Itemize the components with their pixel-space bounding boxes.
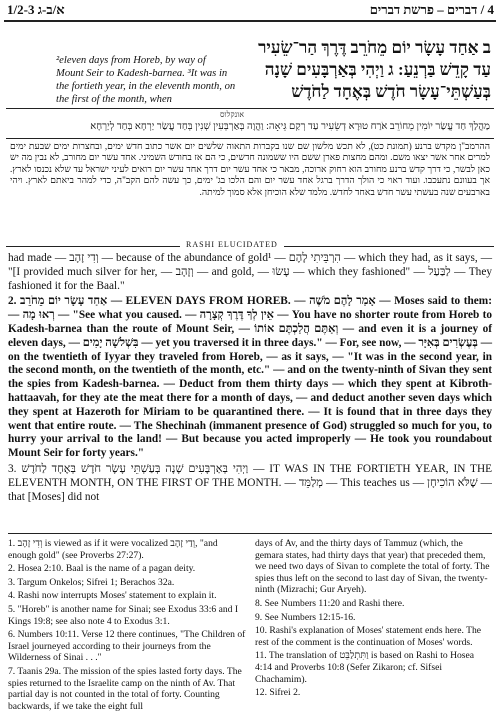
footnote: 11. The translation of וַתִּתְלַבֵּט is based on Rashi to Hosea 4:14 and Proverbs 10:8 (Sefer Zikaron; cf. Sifsei Chachamim). [255, 650, 475, 685]
footnote: 4. Rashi now interrupts Moses' statement to explain it. [8, 590, 217, 602]
divider [6, 138, 494, 139]
running-head-right: 4 / דברים – פרשת דברים [369, 2, 494, 17]
footnotes-left-column [8, 538, 246, 714]
rashi-elucidated [8, 252, 492, 504]
footnote: 3. Targum Onkelos; Sifrei 1; Berachos 32a. [8, 576, 175, 588]
hebrew-verse-line: בְּעַשְׁתֵּי־עָשָׂר חֹדֶשׁ בְּאֶחָד לַחֹדֶשׁ [291, 82, 491, 101]
hebrew-verse-line: עַד קָדֵשׁ בַּרְנֵעַ: ג וַיְהִי בְּאַרְבָּעִים שָׁנָה [264, 60, 491, 79]
onkelos-text: מַהֲלַךְ חַד עֲשַׂר יוֹמִין מֵחוֹרֵב אֹרַח טוּרָא דְשֵׂעִיר עַד רְקַם גֵּיאָה: וַהֲוָה בְּאַרְבְּעִין שְׁנִין בְּחַד עֲשַׂר יַרְחָא בְּחַד לְיַרְחָא [90, 121, 490, 132]
rashi-paragraph: 3. וַיְהִי בְּאַרְבָּעִים שָׁנָה בְּעַשְׁתֵּי עָשָׂר חֹדֶשׁ בְּאֶחָד לַחֹדֶשׁ — IT WAS IN THE FORTIETH YEAR, IN THE ELEVENTH MONTH, ON THE FIRST OF THE MONTH. — מְלַמֵּד — This teaches us — שֶׁלֹּא הוֹכִיחָן — that [Moses] did not [8, 462, 493, 503]
hebrew-verse-block [246, 37, 491, 103]
footnote: 7. Taanis 29a. The mission of the spies lasted forty days. The spies returned to the Israelite camp on the ninth of Av. That partial day is not counted in the total of forty. Counting backwards, if we take the eight full [8, 665, 242, 712]
footnote: 1. וְדִי זָהָב is viewed as if it were vocalized וְדַי זָהָב, "and enough gold" (see Proverbs 27:27). [8, 538, 218, 561]
running-head-left: א/ב-ג 1/2-3 [7, 2, 65, 17]
footnotes-right-column [255, 538, 493, 701]
footnote: 9. See Numbers 12:15-16. [255, 611, 356, 623]
footnote: 5. "Horeb" is another name for Sinai; see Exodus 33:6 and I Kings 19:8; see also note 4 to Exodus 3:1. [8, 603, 239, 627]
onkelos-label: אונקלוס [220, 110, 245, 119]
rashi-heading: RASHI ELUCIDATED [180, 240, 284, 249]
footnote: 6. Numbers 10:11. Verse 12 there continues, "The Children of Israel journeyed according to their journeys from the Wilderness of Sinai . . ." [8, 629, 246, 664]
footnote-rule [8, 533, 492, 534]
rashi-paragraph: 2. אַחַד עָשָׂר יוֹם מֵחֹרֵב — ELEVEN DAYS FROM HOREB. — אָמַר לָהֶם מֹשֶׁה — Moses said to them: — רְאוּ מָה — "See what you caused. — אֵין לְךָ דֶּרֶךְ קְצָרָה — You have no shorter route from Horeb to Kadesh-barnea than the route of Mount Seir, — וְאַתֶּם הֲלַכְתֶּם אוֹתוֹ — and even it is a journey of eleven days, — בִּשְׁלֹשָׁה יָמִים — yet you traversed it in three days." — For, see now, — בְּעֶשְׂרִים בְּאִיָּר — on the twentieth of Iyyar they traveled from Horeb, — as it says, — "It was in the second year, in the second month, on the twentieth of the month, etc." — and on the twenty-ninth of Sivan they sent the spies from Kadesh-barnea. — Deduct from them thirty days — which they spent at Kibroth-hattaavah, for they ate the meat there for a month of days, — and deduct another seven days which they spent at Hazeroth for Miriam to be quarantined there. — It is found that in three days they went that entire route. — The Shechinah (immanent presence of God) struggled so much for you, to hurry your arrival to the land! — But because you acted improperly — He took you roundabout Mount Seir for forty years." [8, 295, 493, 460]
page-header [0, 0, 500, 22]
footnote: 10. Rashi's explanation of Moses' statement ends here. The rest of the comment is the continuation of Moses' words. [255, 625, 482, 648]
hebrew-commentary: ההרמב"ן מקדש ברנע (תמונת כט), לא תכש מלשון שם שנו בקברות התאוה שלשים יום אשר כתוב חדש ימים, ובחצרות ימים שבעת ימים למרים אחר אשר יצאו משם. ומהם מחצות פארן ששם היו ששמונה חדשים, כי הם אז בחודש השמיני. אחד עשר יום מחורב, לא נבין מה יש כאן לבשר, כי דרך קדש ברנע מחורב הוא רחוק ארוכה, מבאר כי אחד עשר יום דרך אחד עשר יום רואים לעיני ישראל עד שלא נכנסו לארץ. אך בעוונם נתעכבו. ועוד ראוי כי הולך הדרך ברגל אחד עשר יום והם הלכו בג' ימים, כך עשה להם הקב"ה, כדי למהר ביאתם לארץ. ויהי בארבעים שנה בעשתי עשר חדש באחד לחדש. מלמד שלא הוכיחן אלא סמוך למיתה. [10, 141, 490, 197]
footnote: 8. See Numbers 11:20 and Rashi there. [255, 597, 405, 609]
rashi-paragraph: had made — וְדִי זָהָב — because of the abundance of gold¹ — הִרְבֵּיתִי לָהֶם — which they had, as it says, — "[I provided much silver for her, — וְזָהָב — and gold, — עָשׂוּ — which they fashioned" — לַבַּעַל — They fashioned it for the Baal." [8, 252, 493, 292]
footnote: days of Av, and the thirty days of Tammuz (which, the gemara states, had thirty days that year) that preceded them, we need two days of Sivan to complete the total of forty. The spies thus left on the second to last day of Sivan, the twenty-ninth (Mizrachi; Gur Aryeh). [255, 538, 490, 596]
footnote: 2. Hosea 2:10. Baal is the name of a pagan deity. [8, 563, 196, 575]
header-rule [4, 20, 496, 22]
divider [6, 108, 494, 109]
footnote: 12. Sifrei 2. [255, 687, 301, 699]
hebrew-verse-line: ב אַחַד עָשָׂר יוֹם מֵחֹרֵב דֶּרֶךְ הַר־שֵׂעִיר [258, 38, 491, 57]
english-translation: ²eleven days from Horeb, by way of Mount Seir to Kadesh-barnea. ³It was in the fortieth year, in the eleventh month, on the first of the month, when [56, 55, 236, 105]
